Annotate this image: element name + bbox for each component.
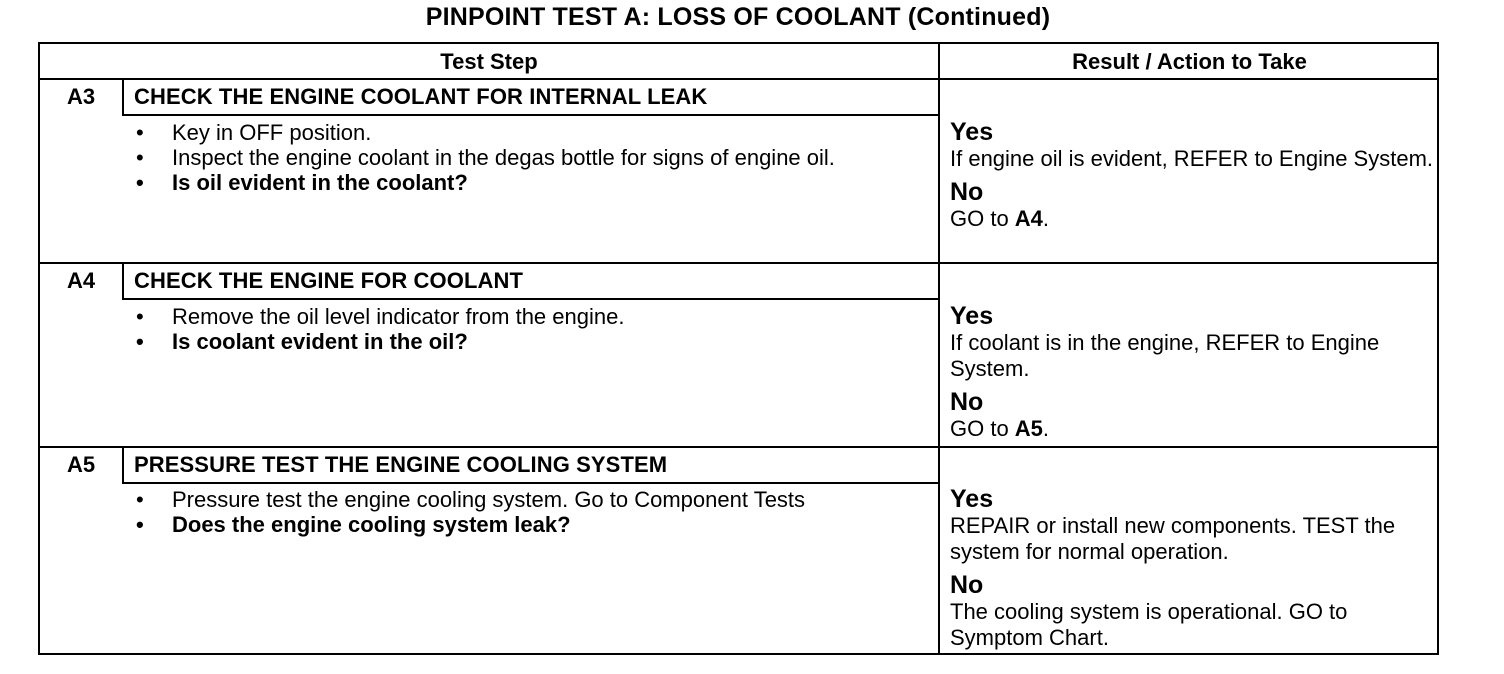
step-title-divider bbox=[122, 482, 938, 484]
bullet-item: • Key in OFF position. bbox=[134, 120, 874, 145]
step-title-a5: PRESSURE TEST THE ENGINE COOLING SYSTEM bbox=[134, 452, 668, 477]
id-divider bbox=[122, 448, 124, 484]
no-label: No bbox=[950, 571, 984, 599]
id-divider bbox=[122, 264, 124, 300]
bullet-item: • Pressure test the engine cooling system. Go to Component Tests bbox=[134, 487, 874, 512]
step-reference: A4 bbox=[1014, 206, 1043, 231]
no-label: No bbox=[950, 388, 984, 416]
step-title-divider bbox=[122, 114, 938, 116]
header-result: Result / Action to Take bbox=[1072, 49, 1307, 74]
yes-label: Yes bbox=[950, 118, 994, 146]
bullet-item: • Remove the oil level indicator from the engine. bbox=[134, 304, 874, 329]
bullet-question: • Is oil evident in the coolant? bbox=[134, 170, 874, 195]
no-text: GO to A4. bbox=[950, 206, 1050, 231]
bullet-question: • Does the engine cooling system leak? bbox=[134, 512, 874, 537]
bullet-item: • Inspect the engine coolant in the degas bottle for signs of engine oil. bbox=[134, 145, 874, 170]
yes-label: Yes bbox=[950, 485, 994, 513]
step-bullets-a4 bbox=[134, 304, 874, 354]
no-label: No bbox=[950, 178, 984, 206]
header-test-step: Test Step bbox=[440, 49, 538, 74]
step-reference: A5 bbox=[1014, 416, 1043, 441]
pinpoint-test-table bbox=[38, 42, 1439, 655]
yes-text: If coolant is in the engine, REFER to Engine System. bbox=[950, 330, 1380, 381]
step-title-a3: CHECK THE ENGINE COOLANT FOR INTERNAL LEAK bbox=[134, 84, 708, 109]
step-title-divider bbox=[122, 298, 938, 300]
id-divider bbox=[122, 80, 124, 116]
column-divider bbox=[938, 44, 940, 653]
step-bullets-a5 bbox=[134, 487, 874, 537]
result-a3 bbox=[950, 118, 1435, 232]
step-bullets-a3 bbox=[134, 120, 874, 195]
yes-text: REPAIR or install new components. TEST the system for normal operation. bbox=[950, 513, 1396, 564]
step-title-a4: CHECK THE ENGINE FOR COOLANT bbox=[134, 268, 524, 293]
yes-text: If engine oil is evident, REFER to Engine System. bbox=[950, 146, 1434, 171]
yes-label: Yes bbox=[950, 302, 994, 330]
result-a5 bbox=[950, 485, 1435, 651]
no-text: GO to A5. bbox=[950, 416, 1050, 441]
page-title: PINPOINT TEST A: LOSS OF COOLANT (Continued) bbox=[425, 3, 1051, 31]
bullet-question: • Is coolant evident in the oil? bbox=[134, 329, 874, 354]
step-id-a5: A5 bbox=[66, 452, 96, 477]
result-a4 bbox=[950, 302, 1435, 442]
step-id-a4: A4 bbox=[66, 268, 96, 293]
no-text: The cooling system is operational. GO to Symptom Chart. bbox=[950, 599, 1348, 650]
step-id-a3: A3 bbox=[66, 84, 96, 109]
